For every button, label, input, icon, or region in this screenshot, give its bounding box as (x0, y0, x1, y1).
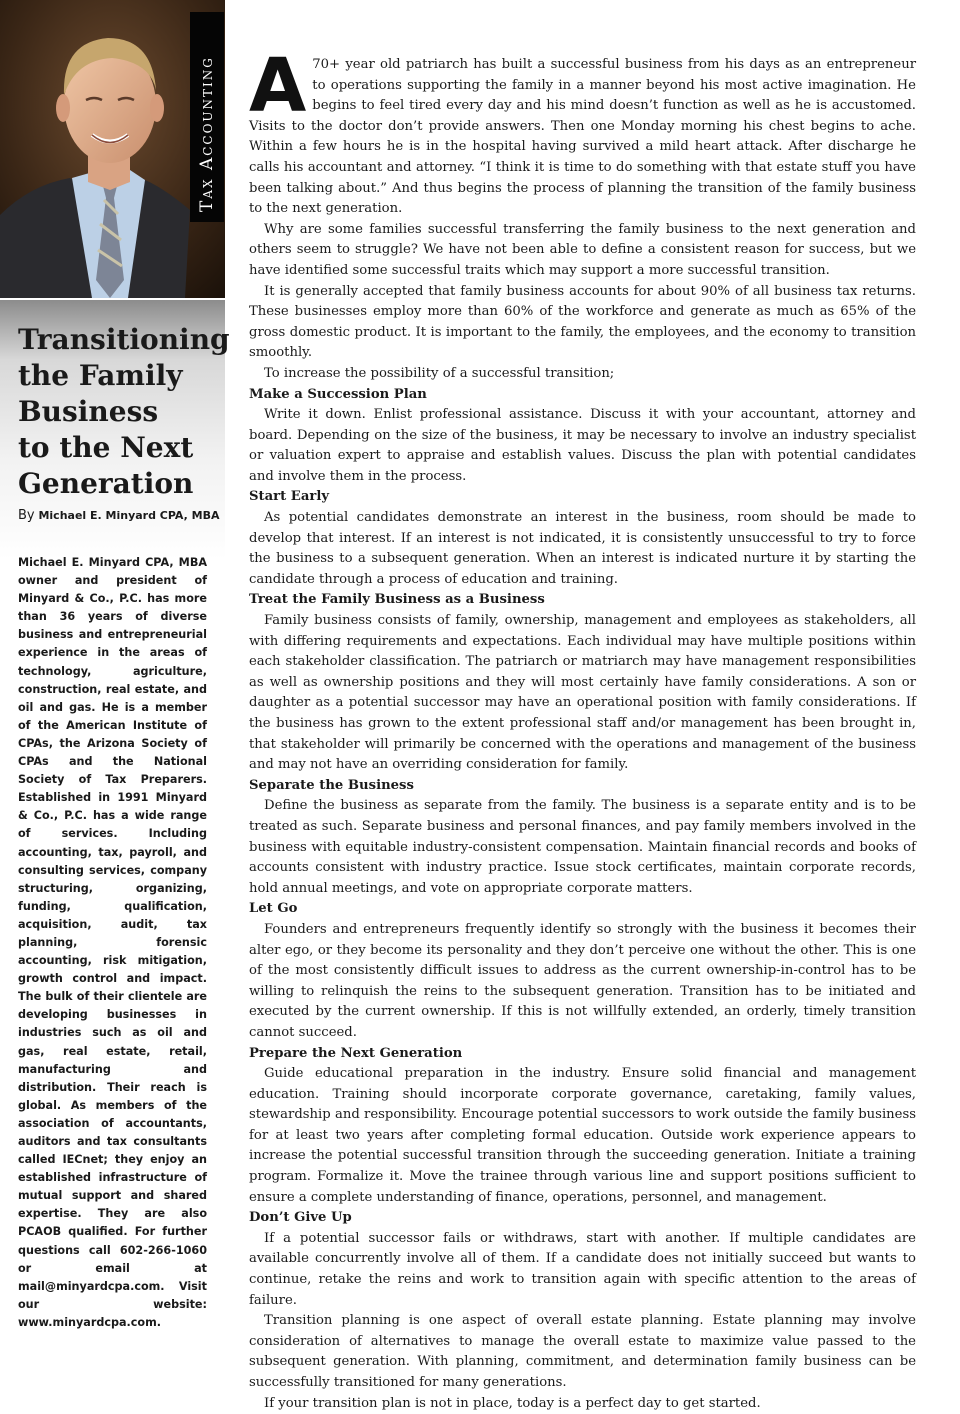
article-paragraph: A 70+ year old patriarch has built a successful business from his days as an entrepreneur to operations supporting the family in a manner beyond his most active imagination. He begins to feel tired every day and his mind doesn’t function as well as he is accustomed. Visits to the doctor don’t provide answers. Then one Monday morning his chest begins to ache. Within a few hours he is in the hospital having survived a mild heart attack. After discharge he calls his accountant and attorney. “I think it is time to do something with that estate stuff you have been talking about.” And thus begins the process of planning the transition of the family business to the next generation. (249, 43, 916, 217)
article-paragraph: Transition planning is one aspect of overall estate planning. Estate planning may involve consideration of alternatives to manage the overall estate to maximize value passed to the subsequent generation. With planning, commitment, and determination family business can be successfully transitioned for many generations. (249, 1313, 916, 1390)
section-heading: Don’t Give Up (249, 1210, 352, 1226)
article-paragraph: Define the business as separate from the family. The business is a separate entity and is to be treated as such. Separate business and personal finances, and pay family members involved in the business with equitable industry-consistent compensation. Maintain financial records and books of accounts consistent with industry practice. Issue stock certificates, maintain corporate records, hold annual meetings, and vote on appropriate corporate matters. (249, 798, 916, 896)
section-tag (190, 12, 224, 222)
title-line: Transitioning (18, 323, 230, 356)
title-line: to the Next (18, 431, 194, 464)
section-tag-label: Tax Accounting (197, 56, 217, 212)
article-paragraph: It is generally accepted that family business accounts for about 90% of all business tax returns. These businesses employ more than 60% of the workforce and generate as much as 65% of the gross domestic product. It is important to the family, the employees, and the economy to transition smoothly. (249, 283, 916, 361)
article-paragraph: Why are some families successful transferring the family business to the next generation and others seem to struggle? We have not been able to define a consistent reason for success, but we have identified some successful traits which may support a more successful transition. (249, 221, 916, 278)
article-paragraph: If your transition plan is not in place, today is a perfect day to get started. (264, 1395, 761, 1411)
article-paragraph: Write it down. Enlist professional assistance. Discuss it with your accountant, attorney and board. Depending on the size of the business, it may be necessary to involve an industry specialist or valuation expert to appraise and establish values. Discuss the plan with potential candidates and involve them in the process. (249, 407, 916, 484)
article-paragraph: Family business consists of family, ownership, management and employees as stakeholders, all with differing requirements and expectations. Each individual may have multiple positions within each stakeholder classification. The patriarch or matriarch may have management responsibilities as well as ownership positions and they will most certainly have family considerations. A son or daughter as a potential successor may have an operational position with family considerations. If the business has grown to the extent professional staff and/or management has been brought in, that stakeholder will primarily be concerned with the operations and management of the business and may not have an overriding consideration for family. (249, 613, 916, 773)
by-word: By (18, 508, 35, 523)
article-body (249, 43, 916, 1414)
section-heading: Separate the Business (249, 777, 414, 793)
article-paragraph: To increase the possibility of a successful transition; (264, 365, 615, 381)
section-heading: Let Go (249, 901, 298, 917)
author-name: Michael E. Minyard CPA, MBA (38, 509, 220, 522)
author-bio: Michael E. Minyard CPA, MBA owner and president of Minyard & Co., P.C. has more than 36 years of diverse business and entrepreneurial experience in the areas of technology, agriculture, construction, real estate, and oil and gas. He is a member of the American Institute of CPAs, the Arizona Society of CPAs and the National Society of Tax Preparers. Established in 1991 Minyard & Co., P.C. has a wide range of services. Including accounting, tax, payroll, and consulting services, company structuring, organizing, funding, qualification, acquisition, audit, tax planning, forensic accounting, risk mitigation, growth control and impact. The bulk of their clientele are developing businesses in industries such as oil and gas, real estate, retail, manufacturing and distribution. Their reach is global. As members of the association of accountants, auditors and tax consultants called IECnet; they enjoy an established infrastructure of mutual support and shared expertise. They are also PCAOB qualified. For further questions call 602-266-1060 or email at mail@minyardcpa.com. Visit our website: www.minyardcpa.com. (18, 556, 207, 1329)
section-heading: Treat the Family Business as a Business (249, 592, 545, 608)
title-line: the Family (18, 359, 183, 392)
title-line: Generation (18, 467, 194, 500)
article-paragraph: If a potential successor fails or withdraws, start with another. If multiple candidates are available concurrently involve all of them. If a candidate does not initially succeed but wants to continue, retake the reins and work to transition again with specific attention to the areas of failure. (249, 1230, 916, 1308)
byline (18, 508, 223, 523)
section-heading: Make a Succession Plan (249, 386, 427, 402)
section-heading: Start Early (249, 489, 330, 505)
article-title (18, 322, 230, 502)
title-line: Business (18, 395, 159, 428)
drop-cap: A (249, 43, 307, 129)
article-paragraph: Guide educational preparation in the industry. Ensure solid financial and management education. Training should incorporate corporate governance, caretaking, family values, stewardship and responsibility. Encourage potential successors to work outside the family business for at least two years after completing formal education. Outside work experience appears to increase the potential successful transition through the succeeding generation. Initiate a training program. Formalize it. Move the trainee through various line and support positions sufficient to ensure a complete understanding of finance, operations, personnel, and management. (249, 1066, 916, 1205)
article-paragraph: As potential candidates demonstrate an interest in the business, room should be made to develop that interest. If an interest is not indicated, it is consistently unsuccessful to try to force the business to a subsequent generation. When an interest is indicated nurture it by starting the candidate through a process of education and training. (249, 510, 916, 587)
article-paragraph: Founders and entrepreneurs frequently identify so strongly with the business it becomes their alter ego, or they become its personality and they don’t perceive one without the other. This is one of the most consistently difficult issues to address as the current ownership-in-control has to be willing to relinquish the reins to the subsequent generation. Transition has to be initiated and executed by the current ownership. If this is not willfully extended, an orderly, timely transition cannot succeed. (249, 921, 916, 1040)
section-heading: Prepare the Next Generation (249, 1045, 463, 1061)
